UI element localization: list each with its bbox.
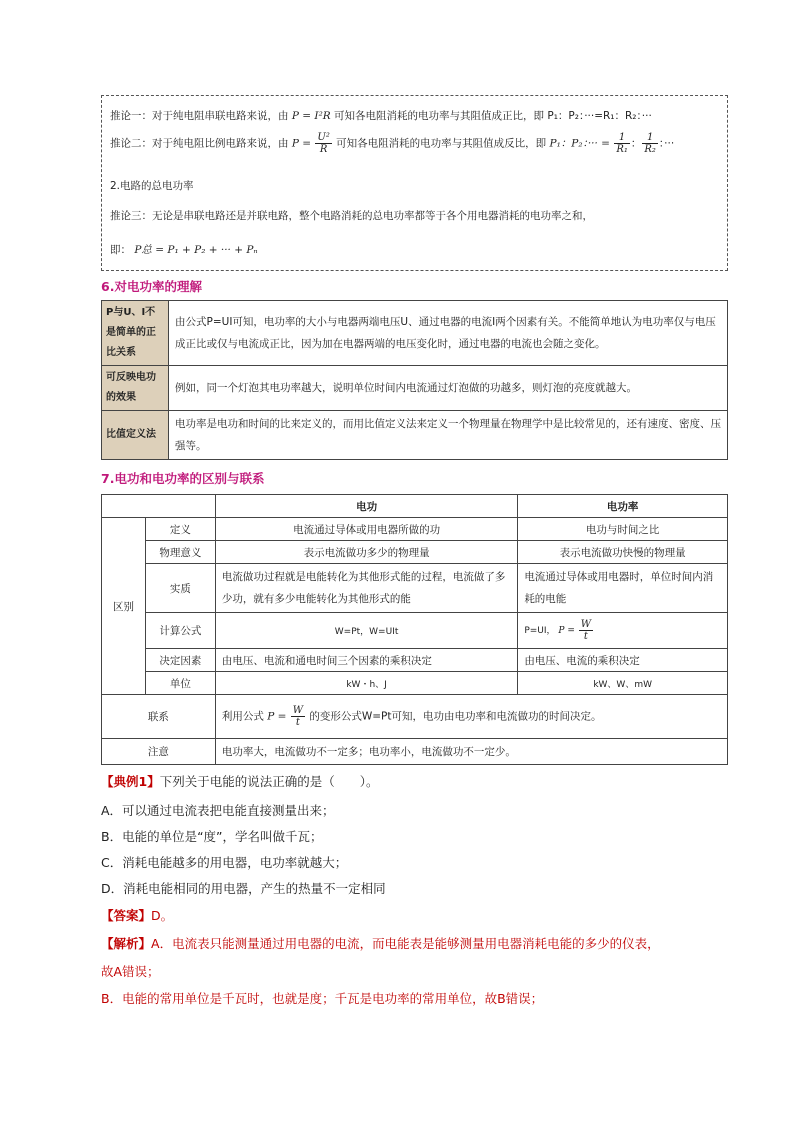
table-row <box>102 301 728 366</box>
row-head: P与U、I不是简单的正比关系 <box>102 301 169 366</box>
analysis-text-2: 故A错误； <box>101 964 160 979</box>
table-row <box>102 649 728 672</box>
fraction-u2-over-r <box>315 132 331 155</box>
row-head: 可反映电功的效果 <box>102 366 169 411</box>
formula-i2r: I²R <box>314 110 331 122</box>
fraction-denominator: R₁ <box>616 144 628 155</box>
option-d: D．消耗电能相同的用电器，产生的热量不一定相同 <box>101 881 386 896</box>
corollary-2-explanation: 可知各电阻消耗的电功率与其阻值成反比，即 <box>336 137 547 150</box>
total-power-formula-line <box>110 242 258 257</box>
row-work-cell: kW・h、J <box>215 672 517 695</box>
derivation-box <box>101 95 728 271</box>
row-content: 电功率是电功和时间的比来定义的，而用比值定义法来定义一个物理量在物理学中是比较常见的，还有速度、密度、压强等。 <box>169 411 728 460</box>
header-blank <box>102 495 216 518</box>
link-text <box>215 695 727 739</box>
example-tag: 【典例1】 <box>101 774 160 789</box>
row-power-cell: 表示电流做功快慢的物理量 <box>518 541 728 564</box>
corollary-2-ratio-lhs: P₁：P₂：··· = <box>549 137 610 150</box>
section-6-title: 6.对电功率的理解 <box>101 279 202 294</box>
fraction-numerator: 1 <box>642 132 658 144</box>
row-work-cell: W=Pt，W=UIt <box>215 613 517 649</box>
row-label: 物理意义 <box>145 541 215 564</box>
table-row <box>102 613 728 649</box>
fraction-denominator: R₂ <box>644 144 656 155</box>
formula-eq: = <box>302 110 312 122</box>
formula-intro: 即： <box>110 244 131 256</box>
ratio-separator: ： <box>630 137 642 150</box>
fraction-numerator: W <box>292 705 304 716</box>
formula-p-ui: P=UI， <box>524 626 556 636</box>
table-row <box>102 672 728 695</box>
row-label: 决定因素 <box>145 649 215 672</box>
ratio-ellipsis: ：··· <box>658 137 675 150</box>
question-text: 下列关于电能的说法正确的是（ ）。 <box>159 774 379 789</box>
fraction-denominator: t <box>583 631 588 642</box>
fraction-w-over-t <box>579 619 593 642</box>
corollary-2 <box>110 132 674 155</box>
table-row <box>102 564 728 613</box>
table-row <box>102 366 728 411</box>
row-power-cell: 电流通过导体或用电器时，单位时间内消耗的电能 <box>518 564 728 613</box>
corollary-1 <box>110 108 652 123</box>
note-text: 电功率大，电流做功不一定多；电功率小，电流做功不一定少。 <box>215 739 727 765</box>
subheading-total-power: 2.电路的总电功率 <box>110 180 194 192</box>
example-question <box>101 772 378 790</box>
row-content: 由公式P=UI可知，电功率的大小与电器两端电压U、通过电器的电流I两个因素有关。不能简单地认为电功率仅与电压成正比或仅与电流成正比，因为加在电器两端的电压变化时，通过电器的电流也会随之变化。 <box>169 301 728 366</box>
option-c: C．消耗电能越多的用电器，电功率就越大； <box>101 855 348 870</box>
row-label: 单位 <box>145 672 215 695</box>
option-a: A．可以通过电流表把电能直接测量出来； <box>101 803 335 818</box>
row-label: 实质 <box>145 564 215 613</box>
option-b: B．电能的单位是“度”，学名叫做千瓦； <box>101 829 323 844</box>
row-power-cell: 电功与时间之比 <box>518 518 728 541</box>
work-power-comparison-table <box>101 494 728 765</box>
corollary-1-ratio: 可知各电阻消耗的电功率与其阻值成正比，即 P₁：P₂：···=R₁：R₂：··· <box>334 110 652 122</box>
corollary-3: 推论三：无论是串联电路还是并联电路，整个电路消耗的总电功率都等于各个用电器消耗的电功率之和， <box>110 210 593 222</box>
corollary-2-text: 推论二：对于纯电阻比例电路来说，由 <box>110 137 289 150</box>
fraction-numerator: W <box>580 619 592 630</box>
row-head: 比值定义法 <box>102 411 169 460</box>
total-power-formula: P总 = P₁ + P₂ + ··· + Pₙ <box>134 244 258 256</box>
answer-text: D。 <box>151 908 174 923</box>
row-work-cell: 电流通过导体或用电器所做的功 <box>215 518 517 541</box>
table-row <box>102 411 728 460</box>
table-row <box>102 518 728 541</box>
fraction-w-over-t <box>291 705 305 728</box>
row-power-cell: kW、W、mW <box>518 672 728 695</box>
header-power: 电功率 <box>518 495 728 518</box>
formula-p: P <box>291 110 299 122</box>
fraction-numerator: U² <box>317 132 330 143</box>
row-content: 例如，同一个灯泡其电功率越大，说明单位时间内电流通过灯泡做的功越多，则灯泡的亮度就越大。 <box>169 366 728 411</box>
analysis-text-3: B．电能的常用单位是千瓦时，也就是度；千瓦是电功率的常用单位，故B错误； <box>101 991 544 1006</box>
group-label-difference: 区别 <box>102 518 146 695</box>
analysis-tag: 【解析】 <box>101 936 152 951</box>
link-post: 的变形公式W=Pt可知，电功由电功率和电流做功的时间决定。 <box>309 710 602 723</box>
row-work-cell: 电流做功过程就是电能转化为其他形式能的过程，电流做了多少功，就有多少电能转化为其他形式的能 <box>215 564 517 613</box>
link-pre: 利用公式 <box>221 710 264 723</box>
corollary-1-text: 推论一：对于纯电阻串联电路来说，由 <box>110 110 289 122</box>
row-label: 计算公式 <box>145 613 215 649</box>
row-power-cell: 由电压、电流的乘积决定 <box>518 649 728 672</box>
corollary-1-formula <box>292 110 331 122</box>
corollary-2-formula-lhs: P = <box>291 137 312 150</box>
header-work: 电功 <box>215 495 517 518</box>
row-work-cell: 由电压、电流和通电时间三个因素的乘积决定 <box>215 649 517 672</box>
section-7-title: 7.电功和电功率的区别与联系 <box>101 471 265 486</box>
analysis-text-1: A．电流表只能测量通过用电器的电流，而电能表是能够测量用电器消耗电能的多少的仪表， <box>151 936 660 951</box>
row-work-cell: 表示电流做功多少的物理量 <box>215 541 517 564</box>
row-power-cell <box>518 613 728 649</box>
answer-tag: 【答案】 <box>101 908 152 923</box>
table-row-link <box>102 695 728 739</box>
fraction-denominator: R <box>319 144 328 155</box>
row-label: 定义 <box>145 518 215 541</box>
fraction-1-over-r2 <box>642 132 658 155</box>
answer-line <box>101 906 173 924</box>
link-formula-lhs: P = <box>267 710 287 723</box>
fraction-numerator: 1 <box>614 132 630 144</box>
analysis-line-1 <box>101 934 660 952</box>
fraction-denominator: t <box>295 717 300 728</box>
table-row <box>102 541 728 564</box>
formula-p-eq: P = <box>558 626 575 636</box>
link-label: 联系 <box>102 695 216 739</box>
note-label: 注意 <box>102 739 216 765</box>
table-header-row <box>102 495 728 518</box>
fraction-1-over-r1 <box>614 132 630 155</box>
table-row-note <box>102 739 728 765</box>
power-understanding-table <box>101 300 728 460</box>
